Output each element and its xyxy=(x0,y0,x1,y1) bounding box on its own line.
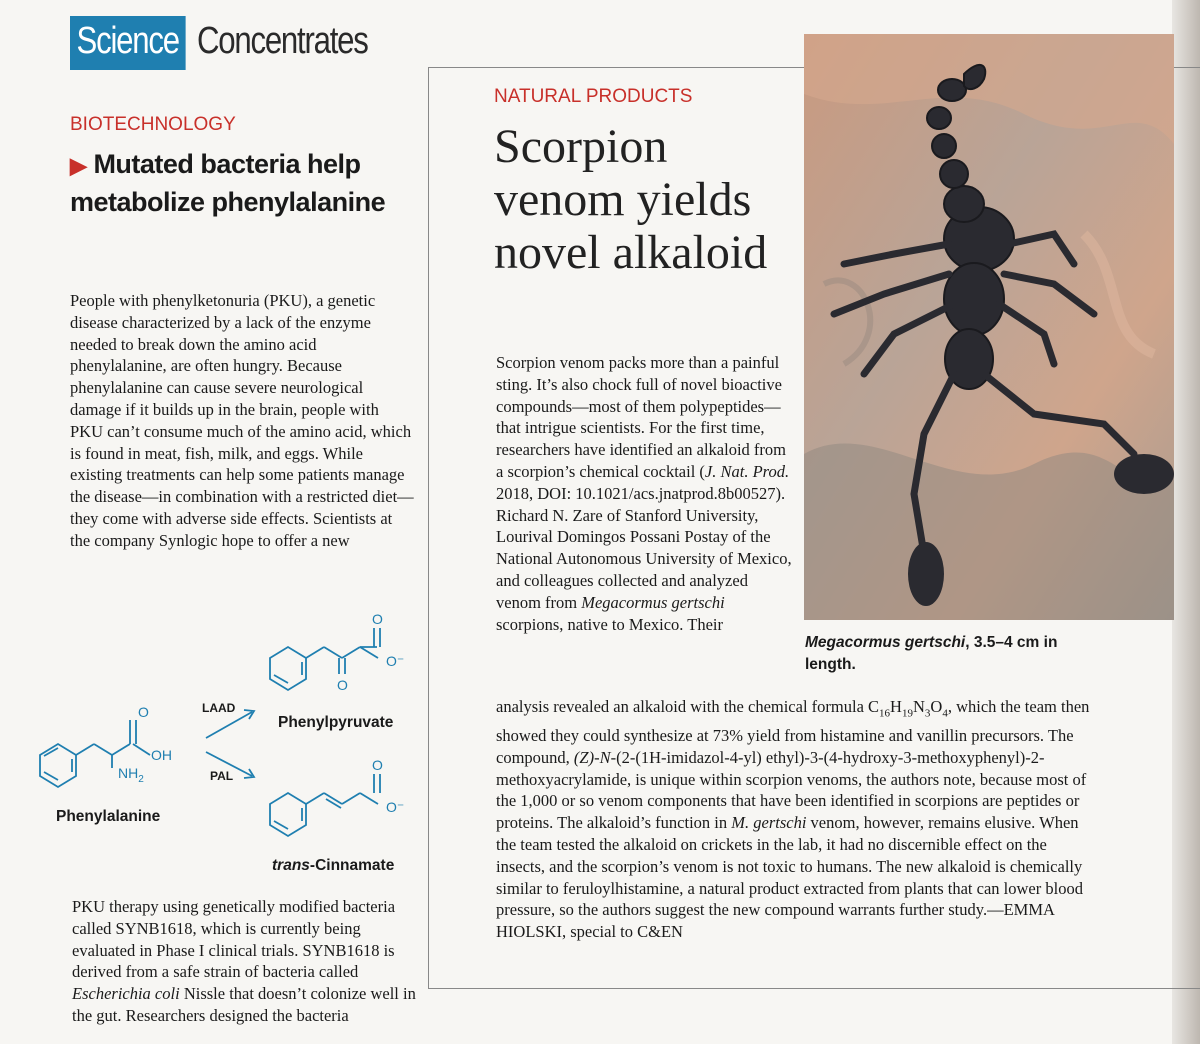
section-title: Concentrates xyxy=(196,20,368,62)
triangle-icon: ▶ xyxy=(70,153,87,178)
atom-oh: OH xyxy=(151,747,172,763)
enzyme-pal: PAL xyxy=(210,769,234,783)
phenylpyruvate-structure xyxy=(270,628,380,690)
right-category: NATURAL PRODUCTS xyxy=(494,86,693,107)
reactant-label: Phenylalanine xyxy=(56,808,161,825)
atom-o-top-1: O xyxy=(372,611,383,627)
atom-nh2: $NH_2$ xyxy=(118,765,144,785)
atom-o: O xyxy=(138,704,149,720)
right-body-wide: analysis revealed an alkaloid with the chemical formula $C_{16}H_{19}N_3O_4$, which the team then showed they could synthesize at 73% yield from histamine and vanillin precursors. The compound, (Z)-N-(2-(1H-imidazol-4-yl) ethyl)-3-(4-hydroxy-3-methoxyphenyl)-2-methoxyacrylamide, is unique within scorpion venoms, the authors note, because most of the 1,000 or so venom components that have been identified in scorpions are peptides or proteins. The alkaloid’s function in M. gertschi venom, however, remains elusive. When the team tested the alkaloid on crickets in the lab, it had no discernible effect on the insects, and the scorpion’s venom is not toxic to humans. The new alkaloid is chemically similar to feruloylhistamine, a natural product extracted from plants that can lower blood pressure, so the authors suggest the new compound warrants further study.—EMMA HIOLSKI, special to C&EN xyxy=(496,697,1090,942)
atom-o-bottom: O xyxy=(372,757,383,773)
left-body-top: People with phenylketonuria (PKU), a genetic disease characterized by a lack of the enzyme needed to break down the amino acid phenylalanine, are often hungry. Because phenylalanine can cause severe neurological damage if it builds up in the brain, people with PKU can’t consume much of the amino acid, which is found in meat, fish, milk, and eggs. While existing treatments can help some patients manage the disease—in combination with a restricted diet—they come with adverse side effects. Scientists at the company Synlogic hope to offer a new xyxy=(70,291,414,550)
right-body-narrow: Scorpion venom packs more than a painful sting. It’s also chock full of novel bioactive compounds—most of them polypeptides—that intrigue scientists. For the first time, researchers have identified an alkaloid from a scorpion’s chemical cocktail (J. Nat. Prod. 2018, DOI: 10.1021/acs.jnatprod.8b00527). Richard N. Zare of Stanford University, Lourival Domingos Possani Postay of the National Autonomous University of Mexico, and colleagues collected and analyzed venom from Megacormus gertschi scorpions, native to Mexico. Their xyxy=(496,353,792,634)
section-label: Science xyxy=(70,16,185,70)
section-header xyxy=(70,16,405,70)
enzyme-laad: LAAD xyxy=(202,701,236,715)
left-category: BIOTECHNOLOGY xyxy=(70,114,236,135)
atom-ominus-bottom: O⁻ xyxy=(386,799,405,815)
scorpion-image xyxy=(804,34,1174,620)
reaction-scheme xyxy=(30,600,430,880)
left-headline xyxy=(70,146,400,221)
chemical-formula: $C_{16}H_{19}N_3O_4$ xyxy=(868,697,948,720)
product-top-label: Phenylpyruvate xyxy=(278,714,394,731)
scorpion-photo xyxy=(804,34,1174,620)
atom-o-top-2: O xyxy=(337,677,348,693)
product-bottom-label: trans-Cinnamate xyxy=(272,857,395,874)
reaction-arrows xyxy=(206,710,254,778)
atom-ominus-top: O⁻ xyxy=(386,653,405,669)
right-headline: Scorpion venom yields novel alkaloid xyxy=(494,120,768,279)
left-headline-text: Mutated bacteria help metabolize phenylalanine xyxy=(70,149,386,217)
cinnamate-structure xyxy=(270,774,380,836)
left-body-bottom: PKU therapy using genetically modified bacteria called SYNB1618, which is currently being evaluated in Phase I clinical trials. SYNB1618 is derived from a safe strain of bacteria called Escherichia coli Nissle that doesn’t colonize well in the gut. Researchers designed the bacteria xyxy=(72,897,416,1025)
photo-caption: Megacormus gertschi, 3.5–4 cm in length. xyxy=(805,634,1058,673)
